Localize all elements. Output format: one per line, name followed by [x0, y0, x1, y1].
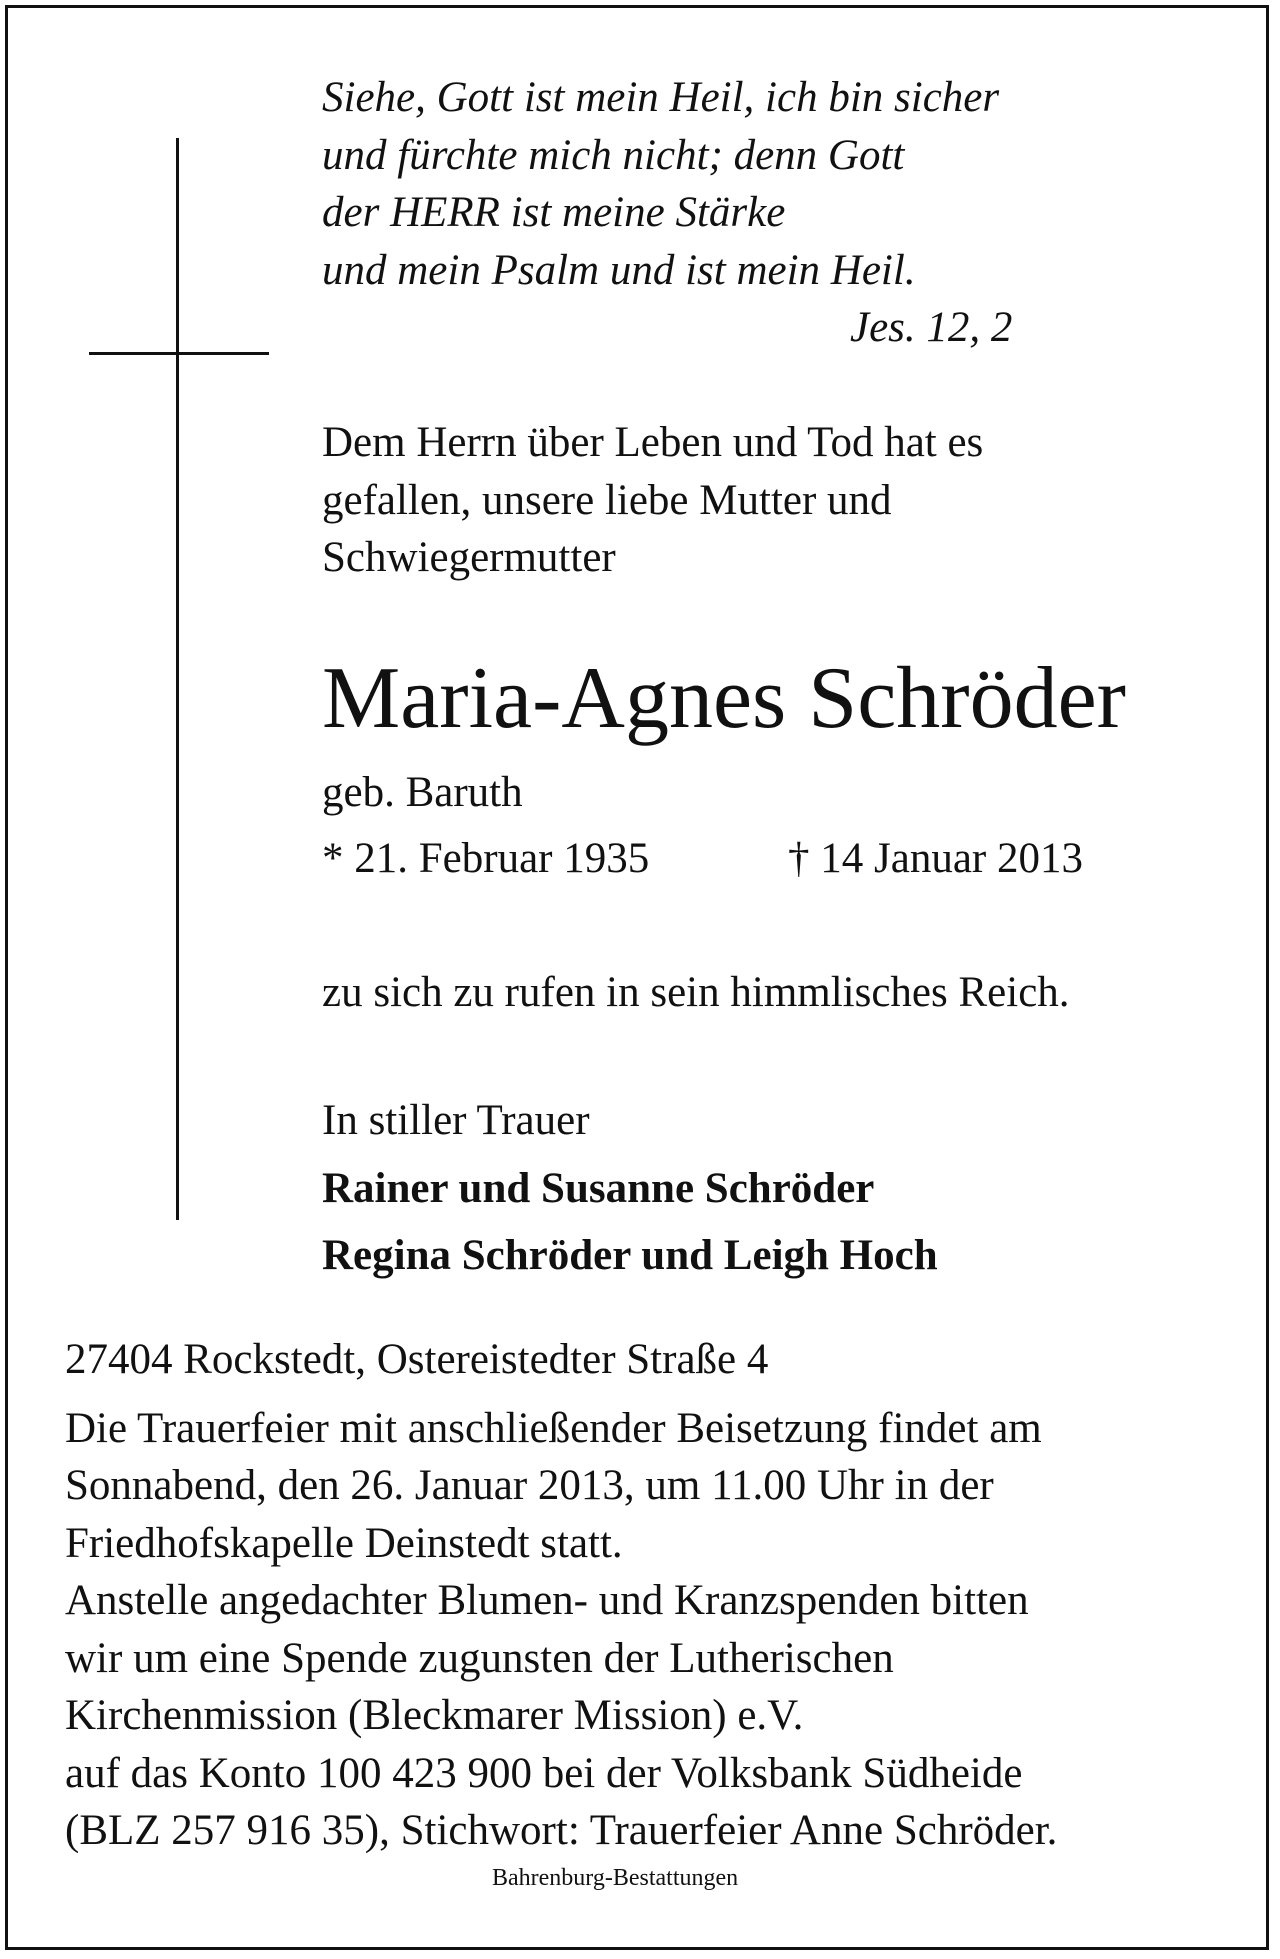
- deceased-name: Maria-Agnes Schröder: [322, 650, 1126, 747]
- service-info-line: Sonnabend, den 26. Januar 2013, um 11.00 Uhr in der: [65, 1462, 994, 1509]
- intro-line: Schwiegermutter: [322, 534, 616, 581]
- intro-line: gefallen, unsere liebe Mutter und: [322, 477, 892, 524]
- mourners-intro: In stiller Trauer: [322, 1097, 590, 1144]
- verse-reference: Jes. 12, 2: [850, 304, 1013, 351]
- death-date: † 14 Januar 2013: [788, 835, 1083, 882]
- maiden-name: geb. Baruth: [322, 769, 523, 816]
- verse-line: und mein Psalm und ist mein Heil.: [322, 247, 916, 294]
- service-info-line: Die Trauerfeier mit anschließender Beisetzung findet am: [65, 1405, 1042, 1452]
- closing-line: zu sich zu rufen in sein himmlisches Reich.: [322, 969, 1070, 1016]
- funeral-home-credit: Bahrenburg-Bestattungen: [492, 1865, 739, 1891]
- mourner-name: Rainer und Susanne Schröder: [322, 1165, 875, 1212]
- service-info-line: (BLZ 257 916 35), Stichwort: Trauerfeier Anne Schröder.: [65, 1807, 1058, 1854]
- cross-horizontal-bar: [89, 352, 269, 355]
- service-info-line: wir um eine Spende zugunsten der Lutherischen: [65, 1635, 894, 1682]
- intro-line: Dem Herrn über Leben und Tod hat es: [322, 419, 984, 466]
- service-info-line: Friedhofskapelle Deinstedt statt.: [65, 1520, 623, 1567]
- verse-line: und fürchte mich nicht; denn Gott: [322, 132, 905, 179]
- service-info-line: Anstelle angedachter Blumen- und Kranzspenden bitten: [65, 1577, 1029, 1624]
- birth-date: * 21. Februar 1935: [322, 835, 650, 882]
- verse-line: Siehe, Gott ist mein Heil, ich bin sicher: [322, 74, 1000, 121]
- service-info-line: auf das Konto 100 423 900 bei der Volksbank Südheide: [65, 1750, 1023, 1797]
- cross-vertical-bar: [176, 138, 179, 1220]
- address: 27404 Rockstedt, Ostereistedter Straße 4: [65, 1336, 769, 1383]
- mourner-name: Regina Schröder und Leigh Hoch: [322, 1232, 938, 1279]
- service-info-line: Kirchenmission (Bleckmarer Mission) e.V.: [65, 1692, 804, 1739]
- verse-line: der HERR ist meine Stärke: [322, 189, 786, 236]
